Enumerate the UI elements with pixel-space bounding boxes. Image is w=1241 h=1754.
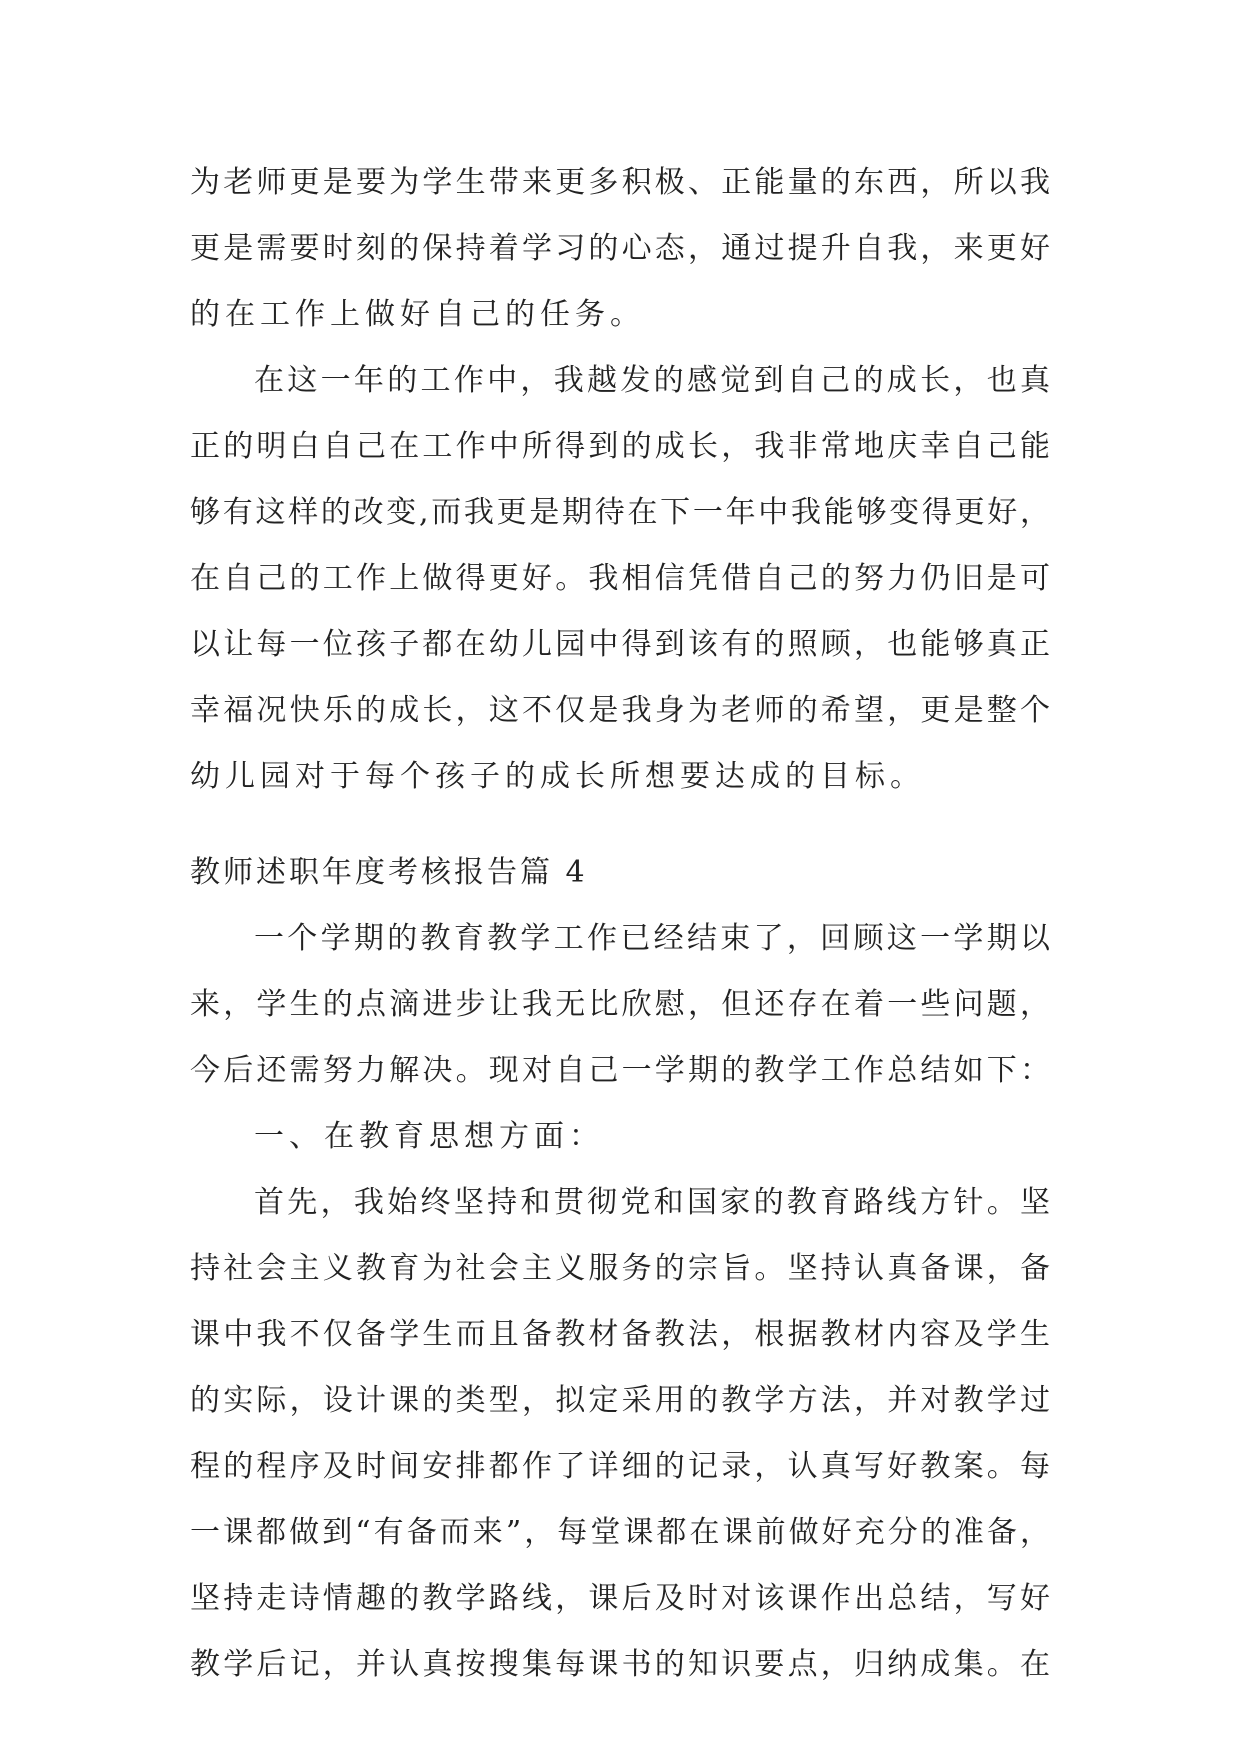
text-line: 坚持走诗情趣的教学路线，课后及时对该课作出总结，写好 (190, 1581, 1050, 1616)
text-line: 幸福况快乐的成长，这不仅是我身为老师的希望，更是整个 (190, 693, 1050, 728)
text-line: 课中我不仅备学生而且备教材备教法，根据教材内容及学生 (190, 1317, 1050, 1352)
text-line: 来，学生的点滴进步让我无比欣慰，但还存在着一些问题， (190, 987, 1050, 1022)
text-line: 程的程序及时间安排都作了详细的记录，认真写好教案。每 (190, 1449, 1050, 1484)
text-line: 教学后记，并认真按搜集每课书的知识要点，归纳成集。在 (190, 1647, 1050, 1682)
text-line: 一个学期的教育教学工作已经结束了，回顾这一学期以 (254, 921, 1050, 956)
text-line: 幼儿园对于每个孩子的成长所想要达成的目标。 (190, 759, 925, 794)
text-line: 首先，我始终坚持和贯彻党和国家的教育路线方针。坚 (254, 1185, 1050, 1220)
text-line: 够有这样的改变,而我更是期待在下一年中我能够变得更好， (190, 495, 1050, 530)
text-line: 正的明白自己在工作中所得到的成长，我非常地庆幸自己能 (190, 429, 1050, 464)
text-line: 更是需要时刻的保持着学习的心态，通过提升自我，来更好 (190, 231, 1050, 266)
text-line: 以让每一位孩子都在幼儿园中得到该有的照顾，也能够真正 (190, 627, 1050, 662)
section-heading: 教师述职年度考核报告篇 4 (190, 855, 588, 890)
text-line: 的在工作上做好自己的任务。 (190, 297, 645, 332)
text-line: 今后还需努力解决。现对自己一学期的教学工作总结如下： (190, 1053, 1050, 1088)
text-line: 在这一年的工作中，我越发的感觉到自己的成长，也真 (254, 363, 1050, 398)
text-line: 的实际，设计课的类型，拟定采用的教学方法，并对教学过 (190, 1383, 1050, 1418)
text-line: 持社会主义教育为社会主义服务的宗旨。坚持认真备课，备 (190, 1251, 1050, 1286)
text-line: 一、在教育思想方面： (254, 1119, 604, 1154)
text-line: 一课都做到“有备而来”，每堂课都在课前做好充分的准备， (190, 1515, 1050, 1550)
text-line: 在自己的工作上做得更好。我相信凭借自己的努力仍旧是可 (190, 561, 1050, 596)
text-line: 为老师更是要为学生带来更多积极、正能量的东西，所以我 (190, 165, 1050, 200)
